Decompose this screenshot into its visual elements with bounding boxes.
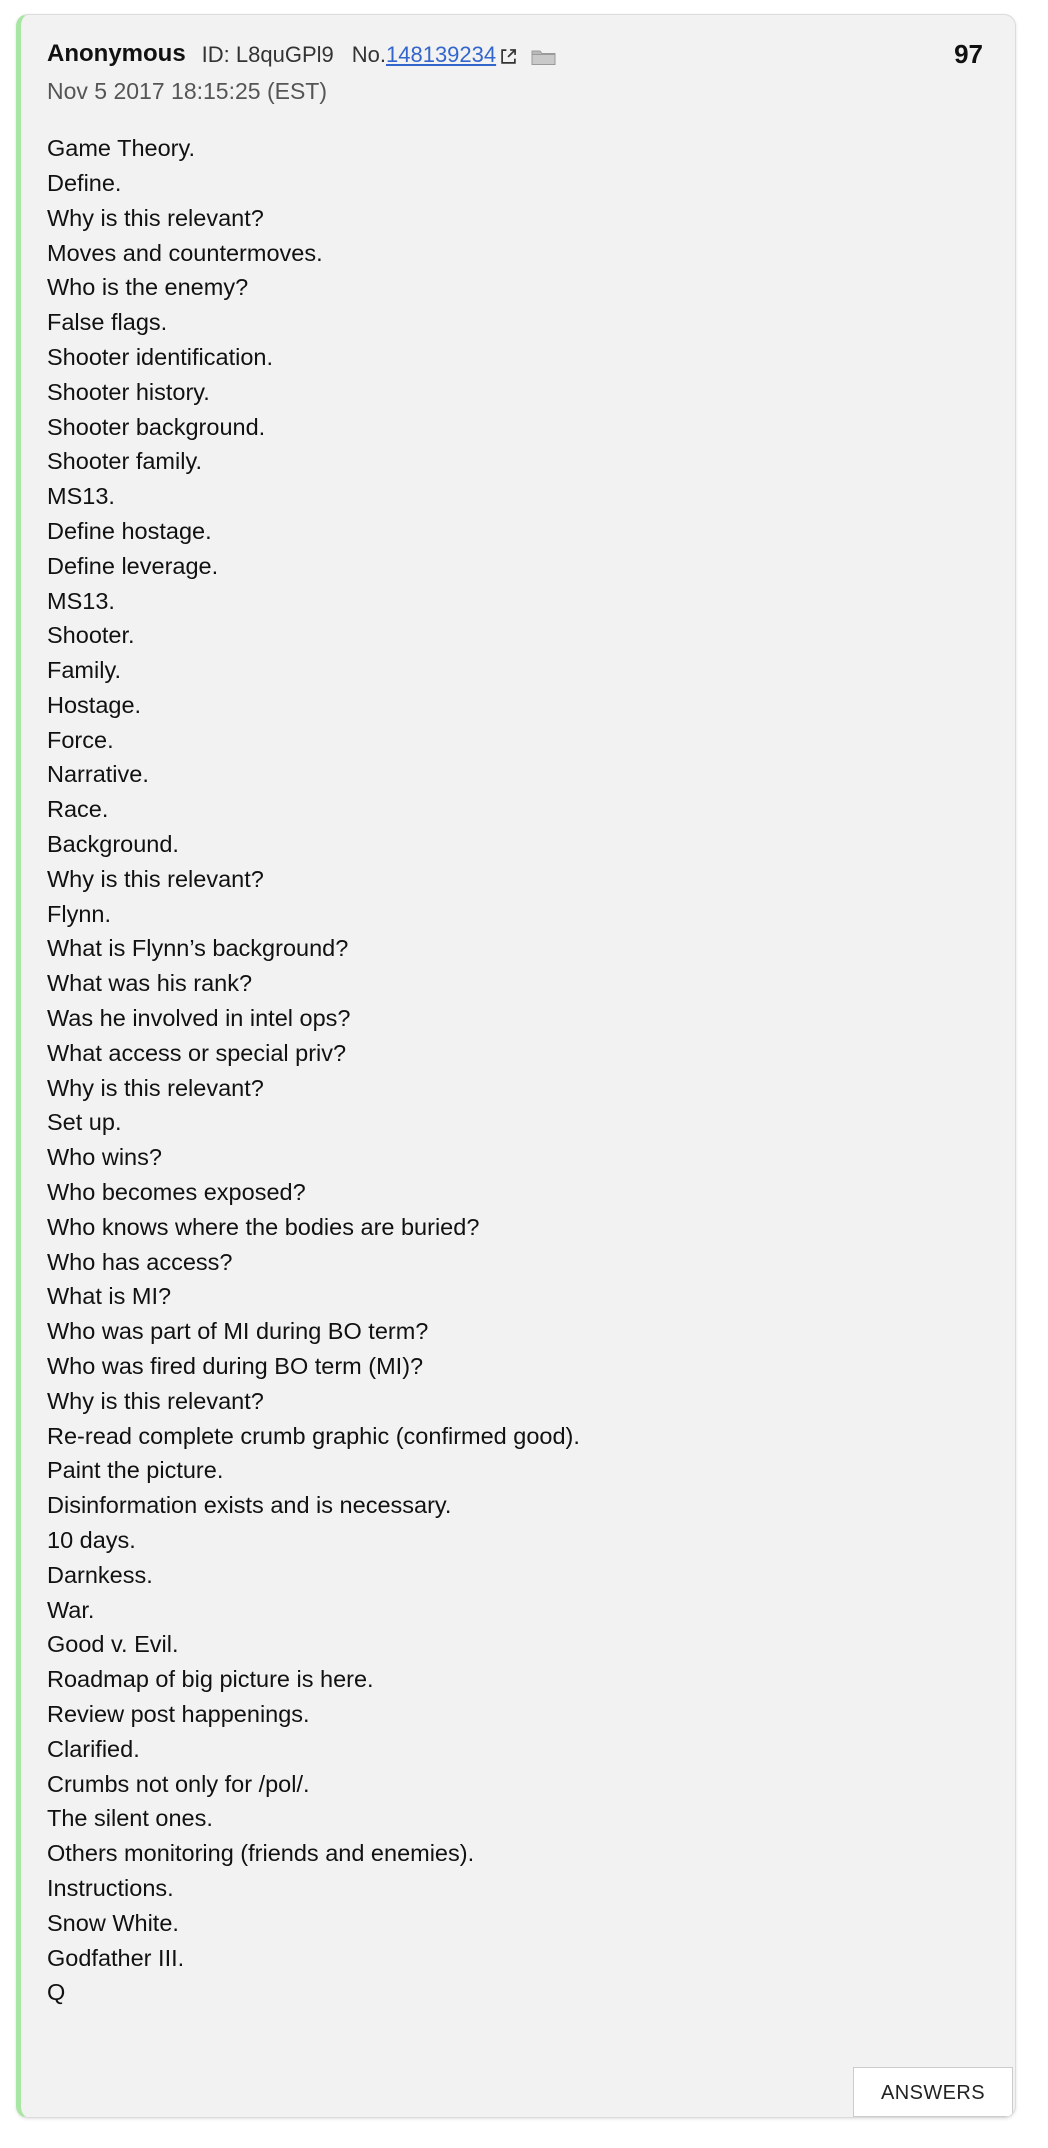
post-line: Define hostage. (47, 517, 212, 544)
answers-button[interactable]: ANSWERS (853, 2067, 1013, 2117)
post-line: Shooter background. (47, 413, 266, 440)
post-line: Flynn. (47, 900, 111, 927)
post-line: Define. (47, 169, 122, 196)
folder-icon[interactable] (531, 47, 557, 67)
post-line: Q (47, 1979, 66, 2006)
post-line: Who was fired during BO term (MI)? (47, 1353, 424, 1380)
post-line: Shooter identification. (47, 343, 274, 370)
post-line: False flags. (47, 309, 168, 336)
post-line: Instructions. (47, 1874, 174, 1901)
post-line: Was he involved in intel ops? (47, 1005, 351, 1032)
post-line: Who has access? (47, 1248, 233, 1275)
post-line: What was his rank? (47, 970, 253, 997)
post-line: Background. (47, 831, 179, 858)
post-line: Family. (47, 657, 121, 684)
post-line: Why is this relevant? (47, 204, 264, 231)
post-line: Why is this relevant? (47, 1074, 264, 1101)
post-line: Review post happenings. (47, 1701, 310, 1727)
post-line: Good v. Evil. (47, 1631, 179, 1658)
post-line: What is MI? (47, 1283, 172, 1310)
post-line: Game Theory. (47, 135, 196, 162)
post-user-id: ID: L8quGPl9 (201, 41, 334, 67)
post-line: Shooter family. (47, 448, 202, 475)
post-line: Who knows where the bodies are buried? (47, 1213, 480, 1240)
post-number-link[interactable]: 148139234 (386, 41, 497, 67)
post-line: War. (47, 1596, 95, 1623)
post-line: Snow White. (47, 1909, 179, 1936)
post-line: Roadmap of big picture is here. (47, 1666, 374, 1693)
post-line: Why is this relevant? (47, 865, 264, 892)
post-line: The silent ones. (47, 1805, 213, 1832)
post-line: Who is the enemy? (47, 274, 249, 301)
post-line: Crumbs not only for /pol/. (47, 1770, 310, 1797)
post-line: Who wins? (47, 1144, 162, 1171)
post-line: Disinformation exists and is necessary. (47, 1492, 452, 1519)
post-line: Godfather III. (47, 1944, 185, 1971)
post-line: Define leverage. (47, 552, 219, 579)
post-author: Anonymous (47, 40, 186, 68)
post-body (21, 107, 1015, 2010)
post-line: Shooter. (47, 622, 135, 649)
post-line: Paint the picture. (47, 1457, 224, 1484)
post-line: Others monitoring (friends and enemies). (47, 1840, 475, 1867)
post-line: Why is this relevant? (47, 1387, 264, 1414)
post-timestamp: Nov 5 2017 18:15:25 (EST) (47, 78, 327, 105)
post-line: Darnkess. (47, 1561, 153, 1588)
reply-count: 97 (954, 39, 983, 69)
post-meta-row (47, 37, 989, 72)
post-line: What access or special priv? (47, 1039, 347, 1066)
post-line: Re-read complete crumb graphic (confirmed good). (47, 1422, 580, 1449)
post-line: MS13. (47, 483, 115, 510)
post-line: What is Flynn’s background? (47, 935, 349, 962)
post-line: Narrative. (47, 761, 149, 788)
post-line: Who was part of MI during BO term? (47, 1318, 429, 1345)
post-card (16, 14, 1016, 2118)
post-number-label: No. (351, 41, 386, 67)
external-link-icon[interactable] (500, 48, 517, 65)
post-header (21, 15, 1015, 107)
post-line: Who becomes exposed? (47, 1179, 306, 1206)
post-line: Hostage. (47, 691, 142, 718)
post-line: Clarified. (47, 1735, 140, 1762)
post-line: Set up. (47, 1109, 122, 1136)
post-line: Race. (47, 796, 109, 823)
post-line: Moves and countermoves. (47, 239, 323, 266)
post-line: Shooter history. (47, 378, 210, 405)
post-line: 10 days. (47, 1527, 136, 1554)
post-line: Force. (47, 726, 114, 753)
post-line: MS13. (47, 587, 115, 614)
